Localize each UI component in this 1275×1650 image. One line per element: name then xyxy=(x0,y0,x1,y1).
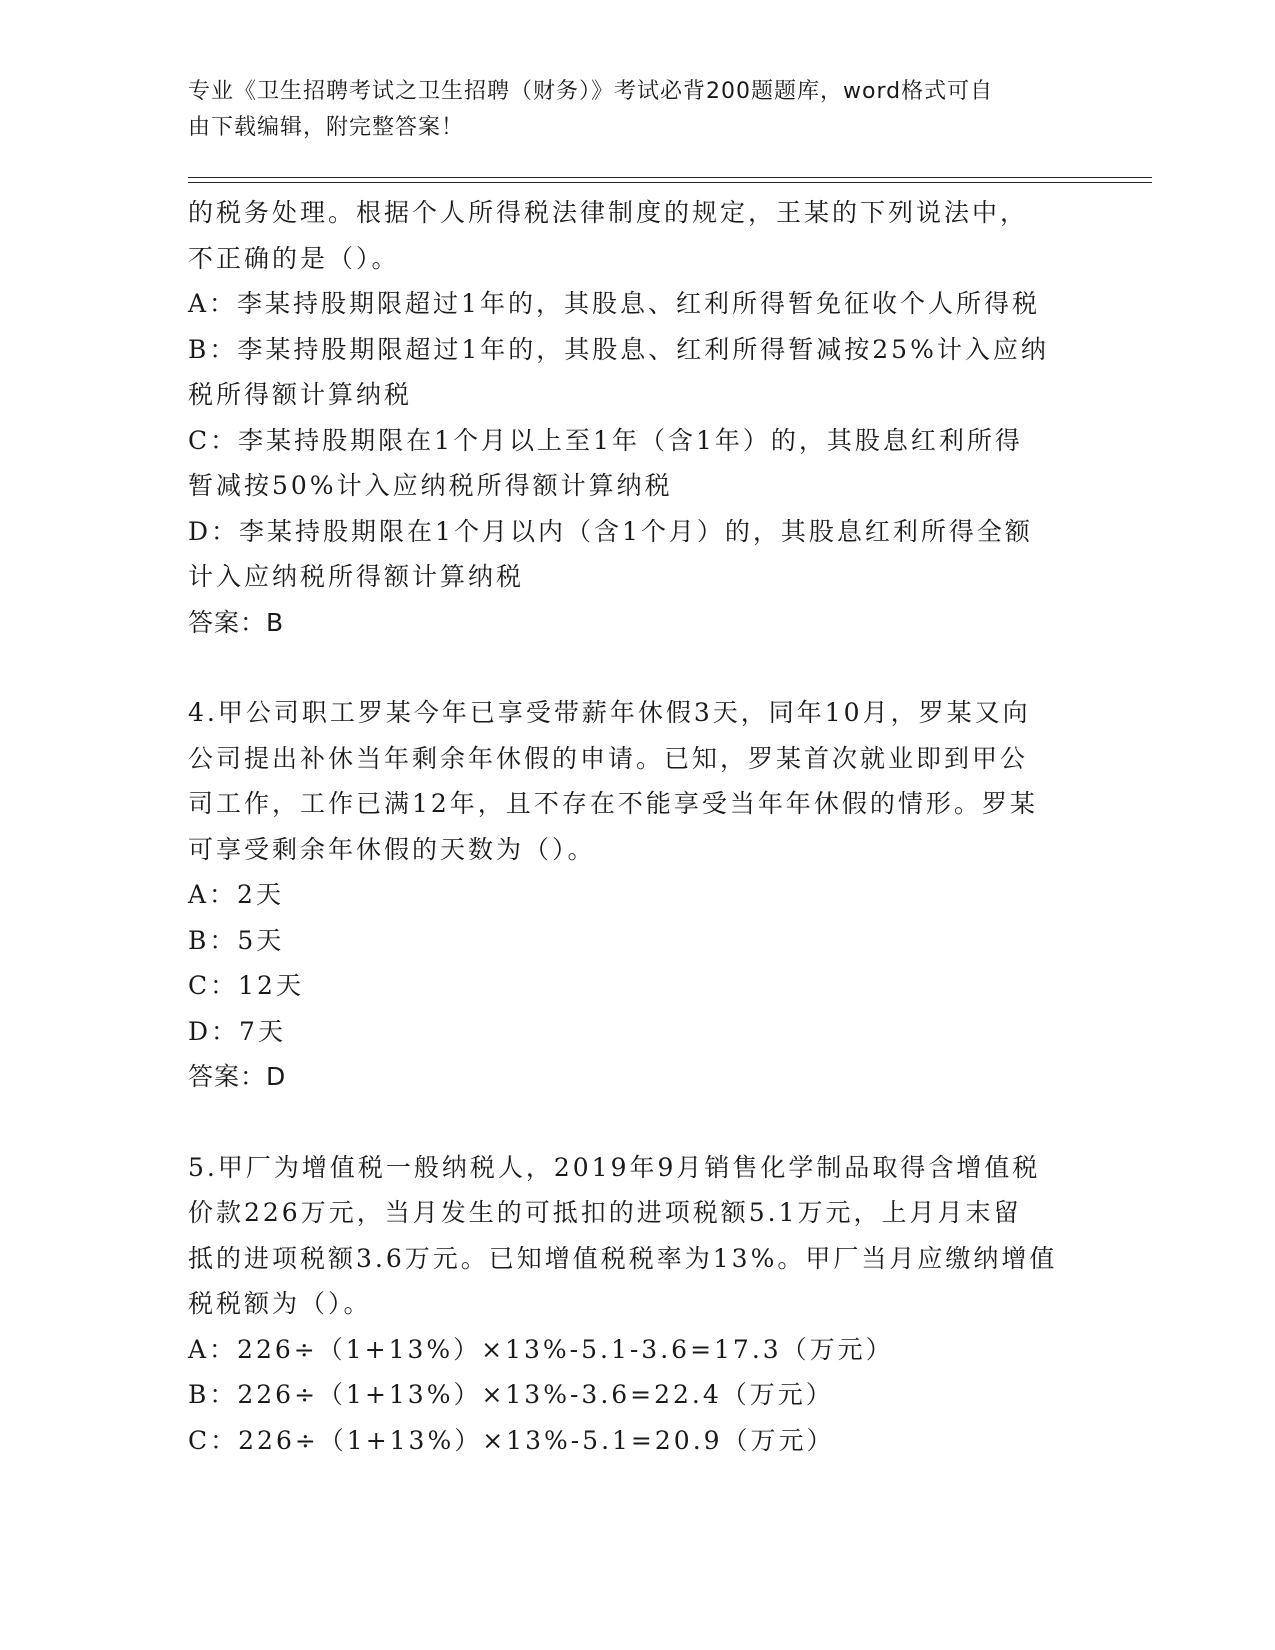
document-body xyxy=(188,190,1068,1463)
option-d: D：李某持股期限在1个月以内（含1个月）的，其股息红利所得全额 xyxy=(188,516,1033,546)
option-b: B：5天 xyxy=(188,925,285,955)
spacer xyxy=(188,645,1068,690)
option-c: C：李某持股期限在1个月以上至1年（含1年）的，其股息红利所得 xyxy=(188,425,1023,455)
option-b: B：李某持股期限超过1年的，其股息、红利所得暂减按25%计入应纳 xyxy=(188,334,1049,364)
answer-label: 答案：B xyxy=(188,607,285,637)
option-a: A：李某持股期限超过1年的，其股息、红利所得暂免征收个人所得税 xyxy=(188,289,1040,318)
question-stem-line: 的税务处理。根据个人所得税法律制度的规定，王某的下列说法中， xyxy=(188,198,1029,227)
question-stem-line: 司工作，工作已满12年，且不存在不能享受当年年休假的情形。罗某 xyxy=(188,789,1038,818)
question-stem-line: 价款226万元，当月发生的可抵扣的进项税额5.1万元，上月月末留 xyxy=(188,1198,1022,1227)
question-3-continued xyxy=(188,190,1068,645)
question-stem-line: 可享受剩余年休假的天数为（）。 xyxy=(188,834,596,864)
option-d: D：7天 xyxy=(188,1016,286,1046)
option-d-cont: 计入应纳税所得额计算纳税 xyxy=(188,562,525,591)
question-stem-line: 不正确的是（）。 xyxy=(188,243,400,273)
question-stem-line: 抵的进项税额3.6万元。已知增值税税率为13%。甲厂当月应缴纳增值 xyxy=(188,1243,1058,1273)
header-rule-top xyxy=(188,177,1152,178)
question-stem-line: 4.甲公司职工罗某今年已享受带薪年休假3天，同年10月，罗某又向 xyxy=(188,698,1031,727)
header-line-1: 专业《卫生招聘考试之卫生招聘（财务）》考试必背200题题库，word格式可自 xyxy=(188,79,994,104)
option-a: A：2天 xyxy=(188,880,284,909)
spacer xyxy=(188,1100,1068,1145)
question-4 xyxy=(188,690,1068,1100)
option-c: C：226÷（1+13%）×13%-5.1=20.9（万元） xyxy=(188,1425,835,1455)
header-line-2: 由下载编辑，附完整答案！ xyxy=(188,115,465,140)
question-stem-line: 5.甲厂为增值税一般纳税人，2019年9月销售化学制品取得含增值税 xyxy=(188,1152,1041,1182)
option-b: B：226÷（1+13%）×13%-3.6=22.4（万元） xyxy=(188,1380,834,1409)
question-5 xyxy=(188,1145,1068,1464)
option-b-cont: 税所得额计算纳税 xyxy=(188,380,413,409)
answer-label: 答案：D xyxy=(188,1062,287,1091)
page-header xyxy=(188,74,1078,146)
question-stem-line: 税税额为（）。 xyxy=(188,1289,372,1318)
option-c-cont: 暂减按50%计入应纳税所得额计算纳税 xyxy=(188,471,673,500)
question-stem-line: 公司提出补休当年剩余年休假的申请。已知，罗某首次就业即到甲公 xyxy=(188,743,1029,773)
option-c: C：12天 xyxy=(188,971,304,1000)
header-rule-bottom xyxy=(188,182,1152,183)
option-a: A：226÷（1+13%）×13%-5.1-3.6=17.3（万元） xyxy=(188,1334,894,1364)
